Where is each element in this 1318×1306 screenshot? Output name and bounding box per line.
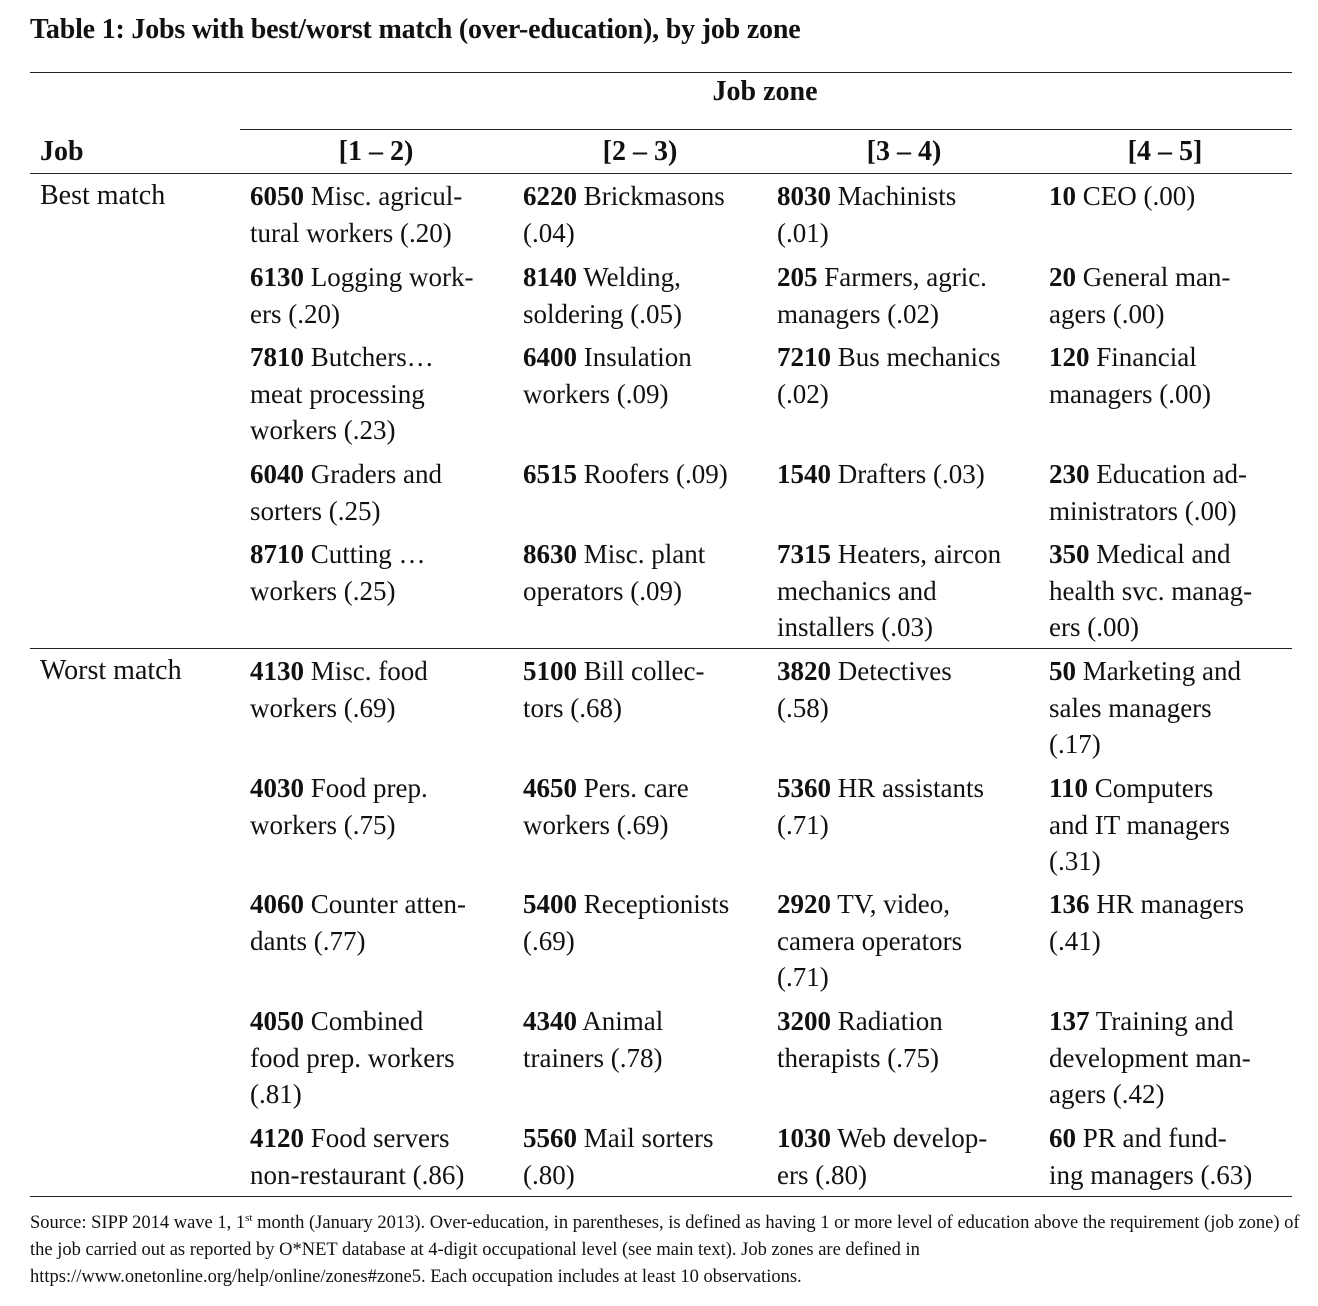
source-text-part1: Source: SIPP 2014 wave 1, 1	[30, 1213, 246, 1233]
table-cell	[1049, 653, 1305, 763]
occupation-text-line: managers (.02)	[777, 298, 939, 329]
occupation-text-line: Logging work-	[304, 262, 474, 292]
occupation-text-line: (.71)	[777, 809, 829, 840]
group-divider-rule	[30, 648, 1292, 649]
table-cell	[777, 456, 1033, 493]
occupation-code: 6040	[250, 459, 304, 489]
table-cell	[523, 1003, 779, 1076]
occupation-code: 4060	[250, 889, 304, 919]
occupation-text-line: ing managers (.63)	[1049, 1159, 1253, 1190]
occupation-text-line: Education ad-	[1089, 459, 1247, 489]
occupation-text-line: (.58)	[777, 692, 829, 723]
occupation-text-line: Combined	[304, 1006, 424, 1036]
zone-header-2-3: [2 – 3)	[602, 136, 678, 167]
occupation-code: 350	[1049, 539, 1090, 569]
table-cell	[250, 886, 506, 959]
table-cell	[1049, 339, 1305, 412]
occupation-text-line: trainers (.78)	[523, 1042, 663, 1073]
occupation-text-line: Mail sorters	[577, 1123, 714, 1153]
table-cell	[523, 178, 779, 251]
table-cell	[250, 1003, 506, 1113]
occupation-text-line: sorters (.25)	[250, 495, 381, 526]
occupation-code: 4340	[523, 1006, 577, 1036]
occupation-code: 8630	[523, 539, 577, 569]
occupation-code: 5560	[523, 1123, 577, 1153]
occupation-code: 3820	[777, 656, 831, 686]
table-cell	[777, 339, 1033, 412]
occupation-text-line: Misc. plant	[577, 539, 706, 569]
occupation-text-line: Heaters, aircon	[831, 539, 1002, 569]
source-text-part2: month (January 2013). Over-education, in parentheses, is defined as having 1 or more level of education above the requirement (job zone) of the job carried out as reported by O*NET database at 4-digit occupational level (see main text). Job zones are defined in https://www.onetonline.org/help/online/zones#zone5. Each occupation includes at least 10 observations.	[30, 1213, 1300, 1287]
occupation-code: 10	[1049, 181, 1076, 211]
group-label-best-match: Best match	[40, 180, 166, 211]
table-cell	[1049, 770, 1305, 880]
occupation-code: 110	[1049, 773, 1089, 803]
occupation-text-line: Radiation	[831, 1006, 943, 1036]
table-cell	[777, 653, 1033, 726]
occupation-text-line: Counter atten-	[304, 889, 466, 919]
header-rule	[30, 173, 1292, 174]
table-cell	[1049, 886, 1305, 959]
occupation-code: 6050	[250, 181, 304, 211]
occupation-text-line: Animal	[577, 1006, 664, 1036]
table-cell	[1049, 259, 1305, 332]
occupation-code: 6220	[523, 181, 577, 211]
table-cell	[1049, 1003, 1305, 1113]
occupation-text-line: HR assistants	[831, 773, 985, 803]
occupation-text-line: Financial	[1089, 342, 1197, 372]
occupation-text-line: installers (.03)	[777, 612, 933, 642]
occupation-code: 8030	[777, 181, 831, 211]
occupation-text-line: (.01)	[777, 217, 829, 248]
occupation-text-line: agers (.00)	[1049, 298, 1165, 329]
table-cell	[523, 456, 779, 493]
occupation-text-line: food prep. workers	[250, 1042, 455, 1073]
occupation-text-line: Insulation	[577, 342, 692, 372]
occupation-text-line: (.80)	[523, 1159, 575, 1190]
table-cell	[777, 770, 1033, 843]
occupation-text-line: dants (.77)	[250, 925, 366, 956]
table-cell	[1049, 536, 1305, 646]
occupation-code: 1030	[777, 1123, 831, 1153]
occupation-code: 8710	[250, 539, 304, 569]
occupation-text-line: managers (.00)	[1049, 378, 1211, 409]
occupation-code: 230	[1049, 459, 1090, 489]
occupation-text-line: workers (.69)	[250, 692, 396, 723]
occupation-code: 6130	[250, 262, 304, 292]
occupation-text-line: workers (.23)	[250, 415, 396, 445]
bottom-rule	[30, 1196, 1292, 1197]
zone-header-1-2: [1 – 2)	[338, 136, 414, 167]
occupation-text-line: meat processing	[250, 378, 425, 409]
occupation-code: 6515	[523, 459, 577, 489]
occupation-text-line: Roofers (.09)	[577, 459, 728, 489]
table-cell	[250, 178, 506, 251]
table-cell	[523, 886, 779, 959]
occupation-text-line: Bill collec-	[577, 656, 705, 686]
occupation-code: 8140	[523, 262, 577, 292]
occupation-text-line: Misc. food	[304, 656, 428, 686]
occupation-text-line: (.17)	[1049, 729, 1101, 759]
source-note	[30, 1210, 1310, 1291]
occupation-text-line: workers (.75)	[250, 809, 396, 840]
occupation-code: 137	[1049, 1006, 1090, 1036]
table-cell	[777, 1120, 1033, 1193]
table-cell	[250, 1120, 506, 1193]
occupation-text-line: (.71)	[777, 962, 829, 992]
occupation-text-line: non-restaurant (.86)	[250, 1159, 465, 1190]
table-cell	[523, 259, 779, 332]
job-zone-header: Job zone	[712, 76, 818, 107]
occupation-code: 4050	[250, 1006, 304, 1036]
occupation-code: 3200	[777, 1006, 831, 1036]
table-cell	[250, 770, 506, 843]
zone-header-3-4: [3 – 4)	[866, 136, 942, 167]
occupation-text-line: operators (.09)	[523, 575, 682, 606]
occupation-code: 50	[1049, 656, 1076, 686]
table-title: Table 1: Jobs with best/worst match (over-education), by job zone	[30, 14, 801, 45]
occupation-code: 6400	[523, 342, 577, 372]
zone-header-4-5: [4 – 5]	[1127, 136, 1203, 167]
table-cell	[250, 259, 506, 332]
occupation-text-line: therapists (.75)	[777, 1042, 939, 1073]
occupation-text-line: Pers. care	[577, 773, 689, 803]
table-cell	[523, 536, 779, 609]
table-cell	[777, 259, 1033, 332]
occupation-code: 4030	[250, 773, 304, 803]
job-zone-rule	[240, 129, 1292, 130]
occupation-code: 7210	[777, 342, 831, 372]
occupation-text-line: tors (.68)	[523, 692, 622, 723]
table-cell	[250, 536, 506, 609]
occupation-text-line: HR managers	[1089, 889, 1244, 919]
table-cell	[523, 1120, 779, 1193]
table-cell	[523, 339, 779, 412]
occupation-text-line: (.41)	[1049, 925, 1101, 956]
top-rule	[30, 72, 1292, 73]
occupation-text-line: Food prep.	[304, 773, 428, 803]
occupation-text-line: agers (.42)	[1049, 1079, 1165, 1109]
occupation-text-line: CEO (.00)	[1076, 181, 1196, 211]
table-cell	[523, 653, 779, 726]
occupation-text-line: TV, video,	[831, 889, 951, 919]
table-cell	[1049, 178, 1305, 215]
occupation-text-line: Cutting …	[304, 539, 426, 569]
table-cell	[1049, 456, 1305, 529]
occupation-text-line: sales managers	[1049, 692, 1212, 723]
occupation-text-line: Machinists	[831, 181, 957, 211]
occupation-text-line: development man-	[1049, 1042, 1251, 1073]
occupation-code: 136	[1049, 889, 1090, 919]
occupation-code: 60	[1049, 1123, 1076, 1153]
occupation-text-line: mechanics and	[777, 575, 937, 606]
occupation-text-line: Detectives	[831, 656, 952, 686]
occupation-text-line: (.31)	[1049, 846, 1101, 876]
occupation-text-line: (.81)	[250, 1079, 302, 1109]
occupation-text-line: camera operators	[777, 925, 963, 956]
job-column-header: Job	[40, 136, 84, 167]
occupation-text-line: Web develop-	[831, 1123, 988, 1153]
table-cell	[1049, 1120, 1305, 1193]
table-cell	[250, 456, 506, 529]
occupation-text-line: ministrators (.00)	[1049, 495, 1237, 526]
occupation-text-line: Drafters (.03)	[831, 459, 985, 489]
occupation-code: 7810	[250, 342, 304, 372]
occupation-text-line: Butchers…	[304, 342, 434, 372]
table-cell	[777, 178, 1033, 251]
occupation-code: 4120	[250, 1123, 304, 1153]
occupation-text-line: workers (.69)	[523, 809, 669, 840]
group-label-worst-match: Worst match	[40, 655, 182, 686]
table-cell	[777, 536, 1033, 646]
occupation-code: 5100	[523, 656, 577, 686]
occupation-text-line: General man-	[1076, 262, 1231, 292]
occupation-code: 120	[1049, 342, 1090, 372]
occupation-text-line: Bus mechanics	[831, 342, 1001, 372]
occupation-text-line: Training and	[1089, 1006, 1234, 1036]
occupation-text-line: Food servers	[304, 1123, 450, 1153]
occupation-text-line: Brickmasons	[577, 181, 725, 211]
table-cell	[777, 1003, 1033, 1076]
table-cell	[523, 770, 779, 843]
occupation-code: 5400	[523, 889, 577, 919]
occupation-code: 2920	[777, 889, 831, 919]
occupation-text-line: soldering (.05)	[523, 298, 682, 329]
occupation-text-line: (.04)	[523, 217, 575, 248]
occupation-text-line: Marketing and	[1076, 656, 1241, 686]
occupation-text-line: PR and fund-	[1076, 1123, 1227, 1153]
occupation-code: 205	[777, 262, 818, 292]
occupation-text-line: health svc. manag-	[1049, 575, 1253, 606]
occupation-code: 4650	[523, 773, 577, 803]
occupation-text-line: Computers	[1088, 773, 1214, 803]
table-cell	[250, 653, 506, 726]
occupation-code: 7315	[777, 539, 831, 569]
occupation-code: 1540	[777, 459, 831, 489]
occupation-text-line: workers (.09)	[523, 378, 669, 409]
table-cell	[777, 886, 1033, 996]
occupation-text-line: Farmers, agric.	[817, 262, 987, 292]
occupation-text-line: tural workers (.20)	[250, 217, 452, 248]
occupation-code: 4130	[250, 656, 304, 686]
occupation-text-line: Medical and	[1089, 539, 1231, 569]
table-cell	[250, 339, 506, 449]
occupation-text-line: Welding,	[577, 262, 681, 292]
occupation-text-line: (.02)	[777, 378, 829, 409]
occupation-text-line: Graders and	[304, 459, 442, 489]
occupation-text-line: and IT managers	[1049, 809, 1230, 840]
occupation-text-line: ers (.80)	[777, 1159, 867, 1190]
occupation-text-line: Misc. agricul-	[304, 181, 463, 211]
occupation-code: 20	[1049, 262, 1076, 292]
occupation-code: 5360	[777, 773, 831, 803]
occupation-text-line: ers (.20)	[250, 298, 340, 329]
occupation-text-line: Receptionists	[577, 889, 730, 919]
occupation-text-line: workers (.25)	[250, 575, 396, 606]
occupation-text-line: (.69)	[523, 925, 575, 956]
source-superscript: st	[245, 1211, 253, 1224]
occupation-text-line: ers (.00)	[1049, 612, 1139, 642]
